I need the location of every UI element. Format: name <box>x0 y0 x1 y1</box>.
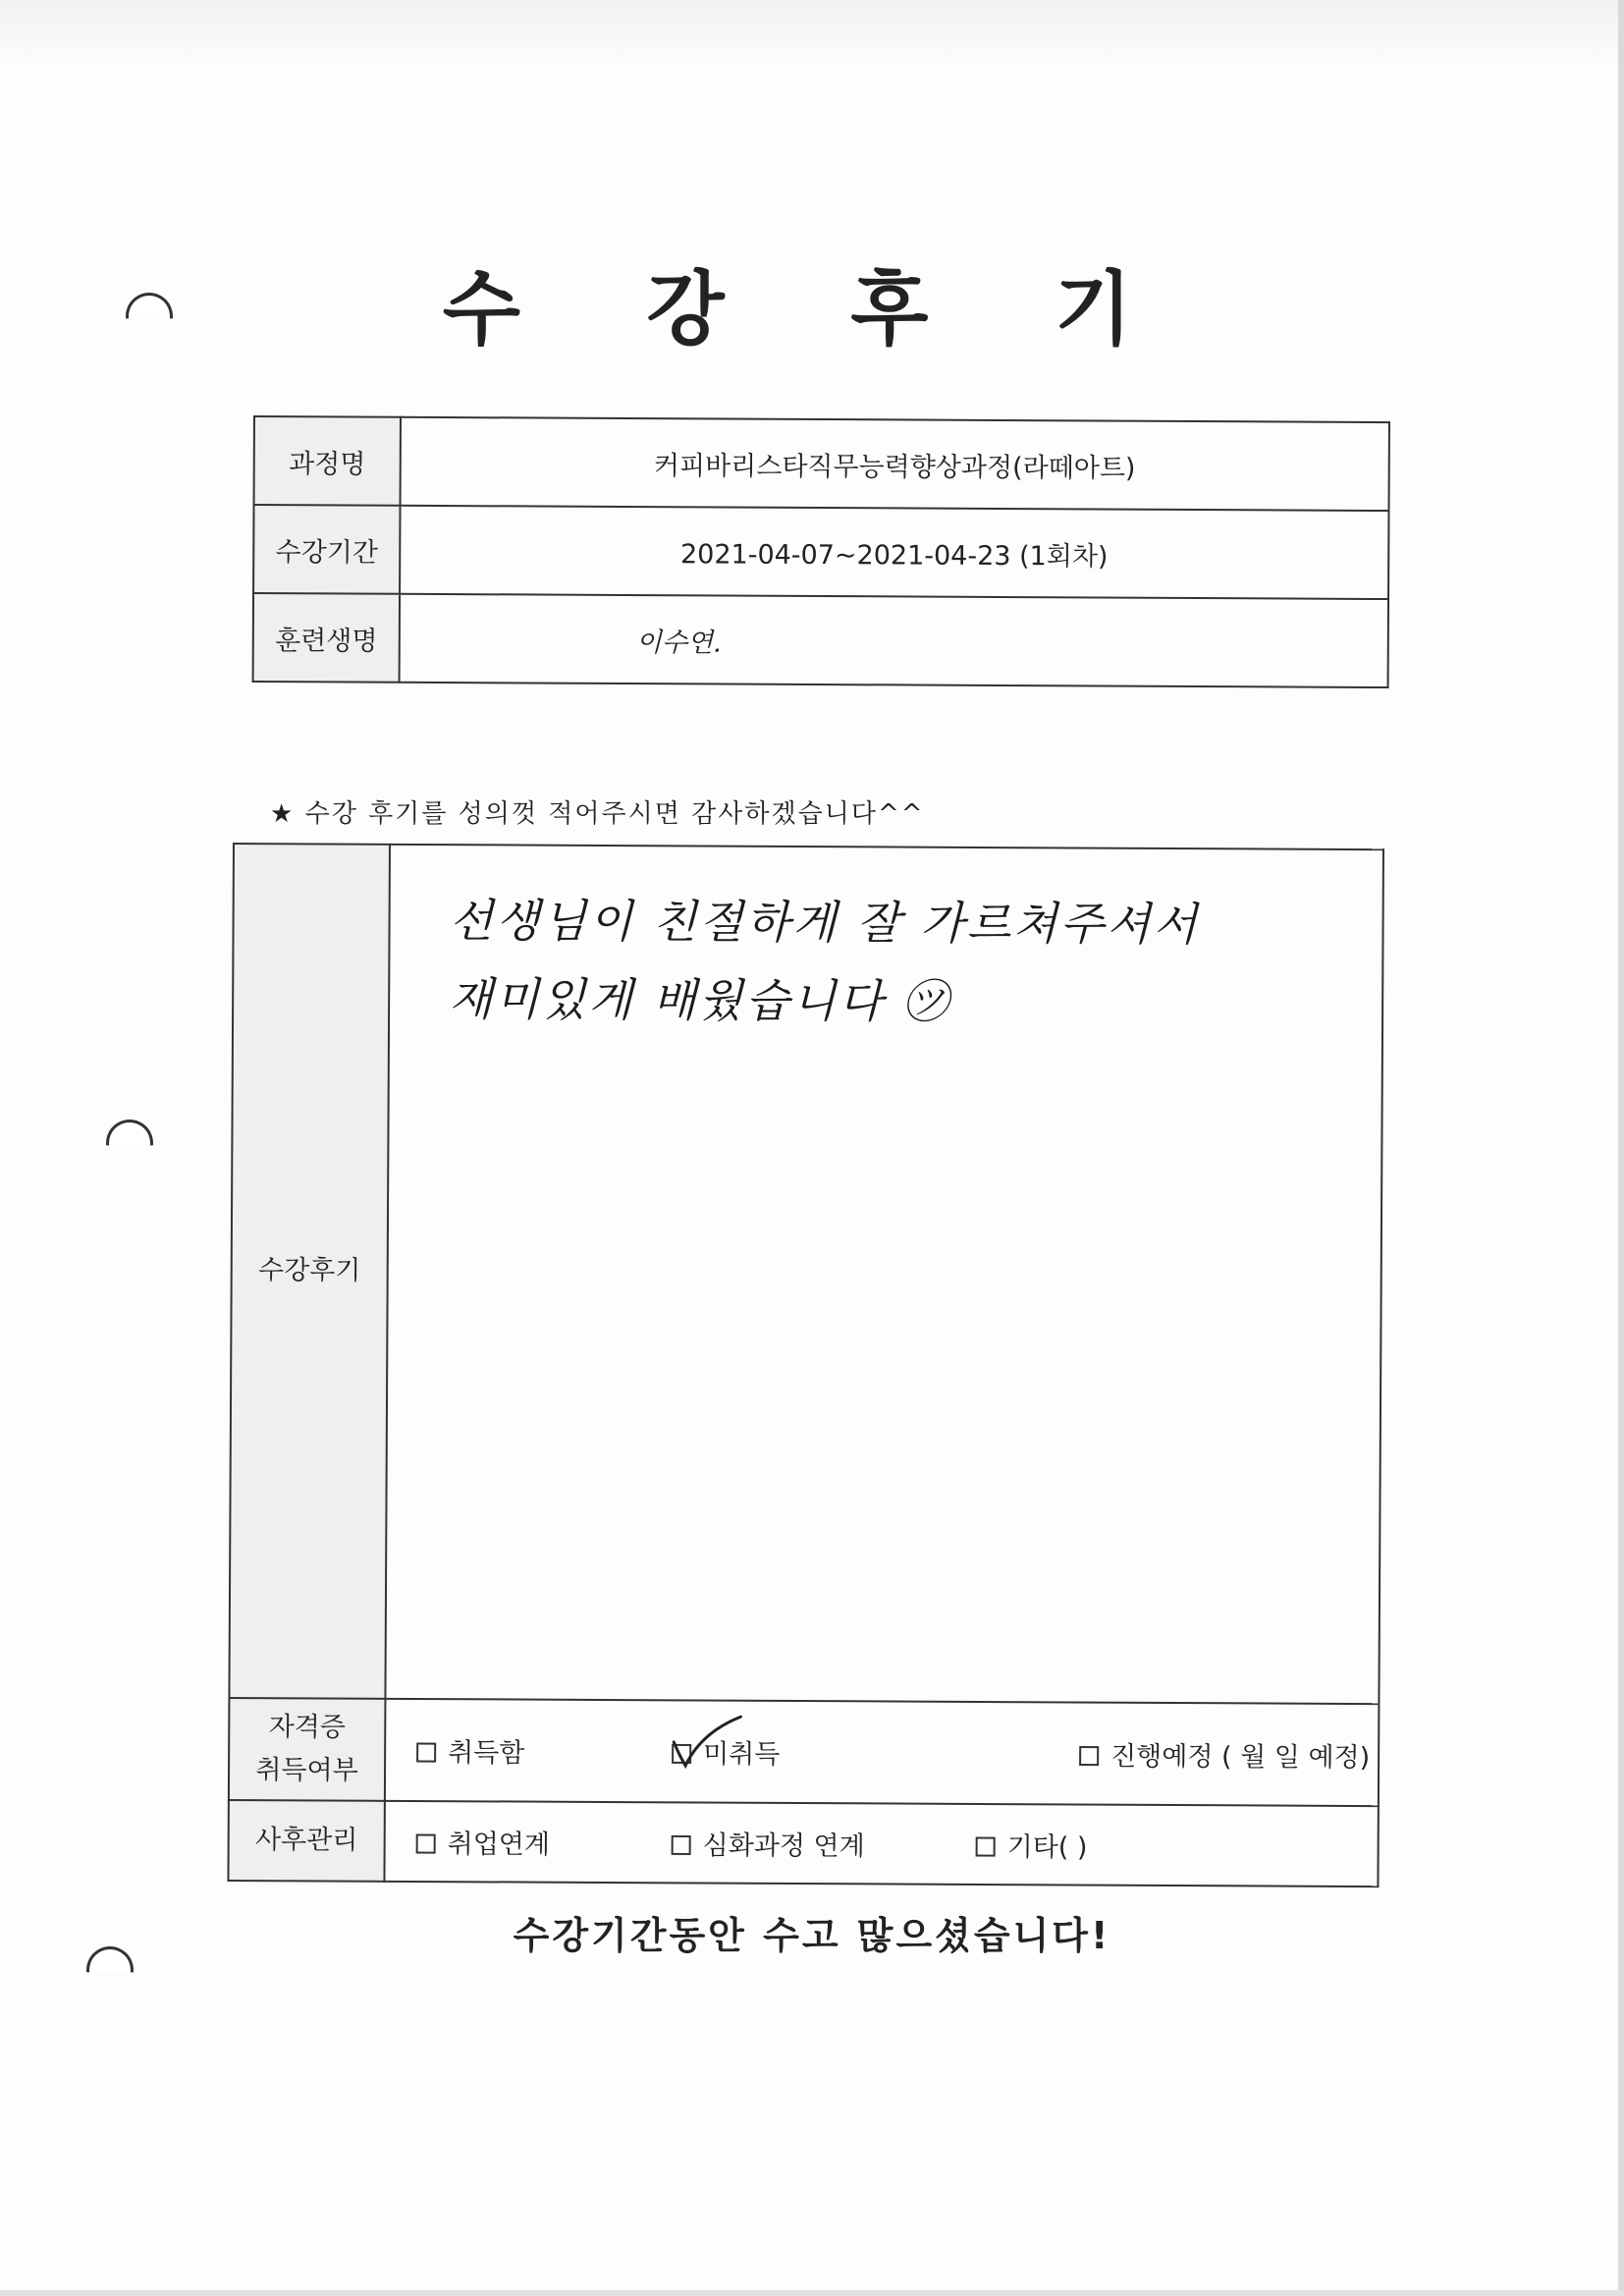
trainee-signature: 이수연. <box>400 594 1388 687</box>
review-row <box>229 844 1383 1704</box>
certificate-label-line: 취득여부 <box>255 1755 358 1786</box>
course-value: 커피바리스타직무능력향상과정(라떼아트) <box>401 417 1389 511</box>
certificate-label-line: 자격증 <box>268 1712 346 1743</box>
aftercare-row <box>228 1800 1378 1886</box>
review-label: 수강후기 <box>229 844 390 1699</box>
certificate-label <box>229 1698 386 1801</box>
aftercare-option-employment[interactable] <box>416 1822 551 1861</box>
instruction-note: ★ 수강 후기를 성의껏 적어주시면 감사하겠습니다^^ <box>270 799 925 829</box>
handwritten-review-line: 재미있게 배웠습니다 ㋡ <box>449 972 951 1028</box>
trainee-row <box>253 593 1388 687</box>
option-label: 기타( ) <box>1006 1831 1088 1864</box>
handwritten-review-line: 선생님이 친절하게 잘 가르쳐주셔서 <box>449 894 1201 952</box>
period-row <box>253 505 1388 599</box>
period-value: 2021-04-07~2021-04-23 (1회차) <box>400 506 1388 599</box>
checkbox-icon[interactable] <box>416 1833 436 1853</box>
option-label: 진행예정 ( 월 일 예정) <box>1110 1741 1371 1774</box>
certificate-options <box>385 1699 1380 1806</box>
course-info-table <box>252 415 1390 688</box>
aftercare-option-advanced[interactable] <box>672 1824 865 1863</box>
course-row <box>254 416 1389 511</box>
handwritten-check-icon <box>666 1712 744 1771</box>
aftercare-label: 사후관리 <box>228 1800 384 1882</box>
checkbox-icon[interactable] <box>1079 1746 1099 1766</box>
checkbox-icon[interactable] <box>976 1836 996 1856</box>
option-label: 취득함 <box>448 1737 525 1770</box>
checkbox-icon[interactable] <box>416 1742 436 1762</box>
page-title: 수 강 후 기 <box>442 263 1182 356</box>
scan-edge-bottom <box>0 2290 1624 2296</box>
option-label: 심화과정 연계 <box>702 1831 865 1862</box>
certificate-option-not-obtained[interactable] <box>672 1732 780 1772</box>
certificate-row <box>229 1698 1380 1806</box>
aftercare-options <box>384 1801 1378 1886</box>
trainee-label: 훈련생명 <box>253 593 400 683</box>
punch-hole-icon <box>106 1120 153 1167</box>
checkbox-icon[interactable] <box>672 1834 691 1854</box>
certificate-option-planned[interactable] <box>1079 1734 1370 1775</box>
option-label: 취업연계 <box>447 1829 551 1861</box>
certificate-option-obtained[interactable] <box>416 1730 524 1770</box>
course-label: 과정명 <box>254 416 401 506</box>
scan-shadow-top <box>0 0 1624 69</box>
review-body <box>385 845 1383 1704</box>
option-label: 미취득 <box>703 1739 781 1771</box>
closing-message: 수강기간동안 수고 많으셨습니다! <box>513 1914 1111 1957</box>
period-label: 수강기간 <box>253 505 400 594</box>
checkbox-checked-icon[interactable] <box>672 1743 691 1763</box>
review-table <box>227 843 1384 1887</box>
aftercare-option-other[interactable] <box>976 1825 1088 1864</box>
